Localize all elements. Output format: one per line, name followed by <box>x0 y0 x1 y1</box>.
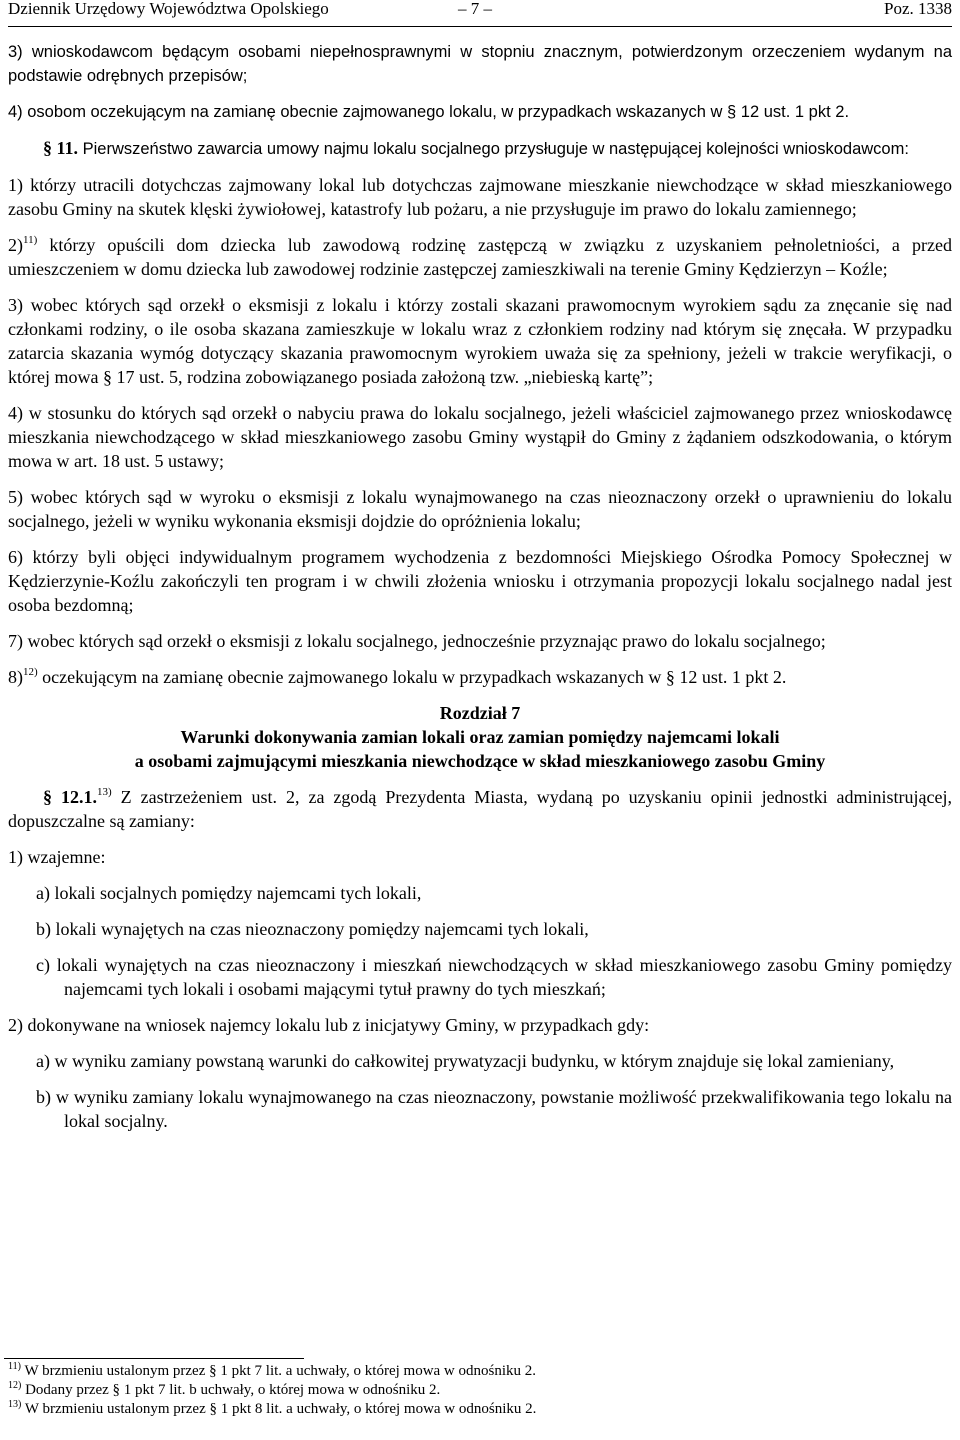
list-item: 1) którzy utracili dotychczas zajmowany lokal lub dotychczas zajmowane mieszkanie niewchodzące w skład mieszkaniowego zasobu Gminy na skutek klęski żywiołowej, katastrofy lub pożaru, a nie przysługuje im prawo do lokalu zamiennego; <box>8 175 952 219</box>
list-item: c) lokali wynajętych na czas nieoznaczony i mieszkań niewchodzących w skład mieszkaniowego zasobu Gminy pomiędzy najemcami tych lokali i osobami mającymi tytuł prawny do tych mieszkań; <box>36 955 952 999</box>
page-header <box>8 0 952 27</box>
list-item: a) w wyniku zamiany powstaną warunki do całkowitej prywatyzacji budynku, w którym znajduje się lokal zamieniany, <box>36 1051 895 1071</box>
footnote-ref: 12) <box>23 666 38 678</box>
list-item: b) w wyniku zamiany lokalu wynajmowanego na czas nieoznaczony, powstanie możliwość przekwalifikowania tego lokalu na lokal socjalny. <box>36 1087 952 1131</box>
section-number: § 11. <box>43 138 79 158</box>
list-item: 3) wnioskodawcom będącym osobami niepełnosprawnymi w stopniu znacznym, potwierdzonym orzeczeniem wydanym na podstawie odrębnych przepisów; <box>8 43 952 85</box>
list-item: 2)$^{11)}$ którzy opuścili dom dziecka lub zawodową rodzinę zastępczą w związku z uzyskaniem pełnoletniości, a przed umieszczeniem w domu dziecka lub zawodowej rodzinie zastępczej zamieszkiwali na terenie Gminy Kędzierzyn – Koźle; <box>8 234 952 279</box>
section-intro: Z zastrzeżeniem ust. 2, za zgodą Prezydenta Miasta, wydaną po uzyskaniu opinii jednostki administrującej, dopuszczalne są zamiany: <box>8 787 953 831</box>
section-12: § 12.1.$^{13)}$ Z zastrzeżeniem ust. 2, za zgodą Prezydenta Miasta, wydaną po uzyskaniu opinii jednostki administrującej, dopuszczalne są zamiany: <box>8 786 953 831</box>
section-number: § 12. <box>43 787 84 807</box>
list-item: 8)$^{12)}$ oczekującym na zamianę obecnie zajmowanego lokalu w przypadkach wskazanych w § 12 ust. 1 pkt 2. <box>8 666 787 687</box>
list-item: 2) dokonywane na wniosek najemcy lokalu lub z inicjatywy Gminy, w przypadkach gdy: <box>8 1015 650 1035</box>
footnote: $^{13)}$ W brzmieniu ustalonym przez § 1 pkt 8 lit. a uchwały, o której mowa w odnośniku 2. <box>8 1399 537 1417</box>
footnote-ref: 11) <box>23 234 38 246</box>
list-item: 6) którzy byli objęci indywidualnym programem wychodzenia z bezdomności Miejskiego Ośrodka Pomocy Społecznej w Kędzierzynie-Koźlu zakończyli ten program i w chwili złożenia wniosku i otrzymania propozycji lokalu socjalnego nadal jest osoba bezdomną; <box>8 547 952 615</box>
footnote-ref: 13) <box>96 786 112 798</box>
footnotes <box>8 1358 952 1419</box>
position-number: Poz. 1338 <box>884 0 952 18</box>
footnote: $^{12)}$ Dodany przez § 1 pkt 7 lit. b uchwały, o której mowa w odnośniku 2. <box>8 1380 441 1398</box>
section-11 <box>8 136 952 161</box>
journal-title: Dziennik Urzędowy Województwa Opolskiego <box>8 0 329 18</box>
list-item: 7) wobec których sąd orzekł o eksmisji z lokalu socjalnego, jednocześnie przyznając prawo do lokalu socjalnego; <box>8 631 826 651</box>
footnote: $^{11)}$ W brzmieniu ustalonym przez § 1 pkt 7 lit. a uchwały, o której mowa w odnośniku 2. <box>8 1361 537 1379</box>
section-intro: Pierwszeństwo zawarcia umowy najmu lokalu socjalnego przysługuje w następującej kolejności wnioskodawcom: <box>82 140 909 158</box>
page-number: – 7 – <box>458 0 492 18</box>
chapter-heading <box>8 701 952 773</box>
chapter-subtitle: a osobami zajmującymi mieszkania niewchodzące w skład mieszkaniowego zasobu Gminy <box>134 751 826 771</box>
document-body <box>8 40 952 1145</box>
chapter-title: Rozdział 7 <box>439 703 521 723</box>
list-item: 4) osobom oczekującym na zamianę obecnie zajmowanego lokalu, w przypadkach wskazanych w § 12 ust. 1 pkt 2. <box>8 103 850 121</box>
list-item: 5) wobec których sąd w wyroku o eksmisji z lokalu wynajmowanego na czas nieoznaczony orzekł o uprawnieniu do lokalu socjalnego, jeżeli w wyniku wykonania eksmisji dojdzie do opróżnienia lokalu; <box>8 487 952 531</box>
list-item: a) lokali socjalnych pomiędzy najemcami tych lokali, <box>36 883 422 903</box>
list-item: 4) w stosunku do których sąd orzekł o nabyciu prawa do lokalu socjalnego, jeżeli właściciel zajmowanego przez wnioskodawcę mieszkania niewchodzącego w skład mieszkaniowego zasobu Gminy wystąpił do Gminy z żądaniem odszkodowania, o którym mowa w art. 18 ust. 5 ustawy; <box>8 403 952 471</box>
footnote-divider <box>4 1358 304 1359</box>
list-item: 1) wzajemne: <box>8 847 106 867</box>
list-item: b) lokali wynajętych na czas nieoznaczony pomiędzy najemcami tych lokali, <box>36 919 589 939</box>
list-item: 3) wobec których sąd orzekł o eksmisji z lokalu i którzy zostali skazani prawomocnym wyrokiem sądu za znęcanie się nad członkami rodziny, o ile osoba skazana zamieszkuje w lokalu wraz z członkiem rodziny nad którym się znęcała. W przypadku zatarcia skazania wymóg dotyczący skazania prawomocnym wyrokiem uważa się za spełniony, jeżeli w trakcie weryfikacji, o której mowa § 17 ust. 5, rodzina zobowiązanego posiada założoną tzw. „niebieską kartę”; <box>8 295 952 387</box>
chapter-subtitle: Warunki dokonywania zamian lokali oraz zamian pomiędzy najemcami lokali <box>180 727 780 747</box>
